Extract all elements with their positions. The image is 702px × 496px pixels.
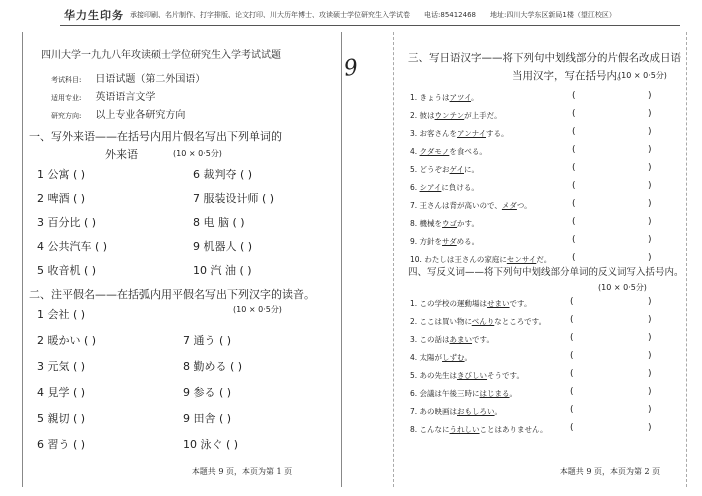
- question-item: 8. 機械をウゴかす。: [410, 219, 479, 228]
- answer-paren-close: ): [648, 387, 652, 397]
- question-item: 4. 太陽がしずむ。: [410, 353, 473, 362]
- section-1-heading-cont: 外来语: [105, 148, 138, 161]
- question-item: 4 見学 ( ): [37, 386, 86, 399]
- answer-paren-open: (: [572, 253, 576, 263]
- answer-paren-open: (: [572, 199, 576, 209]
- question-item: 7 通う ( ): [183, 334, 232, 347]
- question-item: 10 泳ぐ ( ): [183, 438, 239, 451]
- address-label: 地址:: [490, 11, 507, 19]
- answer-paren-close: ): [648, 163, 652, 173]
- section-2-marks: (10 × 0·5分): [233, 305, 282, 314]
- answer-paren-open: (: [570, 387, 574, 397]
- question-item: 5. あの先生はきびしいそうです。: [410, 371, 524, 380]
- answer-paren-open: (: [572, 127, 576, 137]
- meta-label: 适用专业:: [51, 94, 82, 102]
- answer-paren-close: ): [648, 145, 652, 155]
- answer-paren-open: (: [570, 369, 574, 379]
- question-item: 7 服装设计师 ( ): [193, 192, 275, 205]
- question-item: 6 裁判夺 ( ): [193, 168, 253, 181]
- answer-paren-open: (: [570, 405, 574, 415]
- answer-paren-close: ): [648, 235, 652, 245]
- exam-page-2: [393, 32, 687, 487]
- answer-paren-open: (: [572, 109, 576, 119]
- meta-value: 英语语言文学: [95, 92, 156, 103]
- answer-paren-close: ): [648, 423, 652, 433]
- answer-paren-close: ): [648, 127, 652, 137]
- section-1-heading: 一、写外来语——在括号内用片假名写出下列单词的: [29, 130, 282, 143]
- question-item: 9 田舎 ( ): [183, 412, 232, 425]
- question-item: 9 机器人 ( ): [193, 240, 253, 253]
- answer-paren-open: (: [570, 297, 574, 307]
- meta-major: [51, 88, 155, 103]
- answer-paren-close: ): [648, 91, 652, 101]
- answer-paren-open: (: [570, 423, 574, 433]
- page-footer: 本题共 9 页，本页为第 2 页: [559, 467, 661, 476]
- phone-number: 85412468: [440, 11, 476, 19]
- services-text: 承接印刷、名片制作、打字排版、论文打印、川大历年博士、攻读硕士学位研究生入学试卷: [130, 11, 410, 19]
- exam-title: 四川大学一九九八年攻读硕士学位研究生入学考试试题: [41, 50, 281, 61]
- answer-paren-close: ): [648, 181, 652, 191]
- question-item: 4 公共汽车 ( ): [37, 240, 108, 253]
- answer-paren-close: ): [648, 333, 652, 343]
- answer-paren-open: (: [572, 217, 576, 227]
- meta-label: 研究方向:: [51, 112, 82, 120]
- address-text: 四川大学东区新局1楼（望江校区）: [506, 11, 616, 19]
- question-item: 1. この学校の運動場はせまいです。: [410, 299, 532, 308]
- meta-value: 以上专业各研究方向: [95, 110, 186, 121]
- answer-paren-open: (: [572, 91, 576, 101]
- question-item: 1 公寓 ( ): [37, 168, 86, 181]
- question-item: 3 元気 ( ): [37, 360, 86, 373]
- handwritten-page-count: 9: [342, 55, 360, 82]
- answer-paren-close: ): [648, 199, 652, 209]
- question-item: 2. ここは買い物にべんりなところです。: [410, 317, 547, 326]
- answer-paren-close: ): [648, 369, 652, 379]
- answer-paren-close: ): [648, 109, 652, 119]
- question-item: 10 汽 油 ( ): [193, 264, 252, 277]
- section-1-marks: (10 × 0·5分): [173, 149, 222, 158]
- meta-direction: [51, 106, 185, 121]
- section-3-heading: 三、写日语汉字——将下列句中划线部分的片假名改成日语: [408, 52, 681, 64]
- question-item: 4. クダモノを食べる。: [410, 147, 487, 156]
- answer-paren-open: (: [570, 315, 574, 325]
- answer-paren-open: (: [572, 181, 576, 191]
- phone-label: 电话:: [424, 11, 441, 19]
- banner-divider: [60, 25, 680, 26]
- section-2-heading: 二、注平假名——在括弧内用平假名写出下列汉字的读音。: [29, 288, 315, 301]
- question-item: 8. こんなにうれしいことはありません。: [410, 425, 548, 434]
- question-item: 2 暖かい ( ): [37, 334, 97, 347]
- section-4-marks: (10 × 0·5分): [598, 283, 647, 292]
- meta-label: 考试科目:: [51, 76, 82, 84]
- answer-paren-close: ): [648, 405, 652, 415]
- question-item: 6 習う ( ): [37, 438, 86, 451]
- question-item: 1 会社 ( ): [37, 308, 86, 321]
- question-item: 8 电 脑 ( ): [193, 216, 245, 229]
- answer-paren-close: ): [648, 217, 652, 227]
- question-item: 6. シアイに負ける。: [410, 183, 479, 192]
- answer-paren-close: ): [648, 351, 652, 361]
- question-item: 9. 方針をサダめる。: [410, 237, 480, 246]
- question-item: 8 勤める ( ): [183, 360, 243, 373]
- question-item: 1. きょうはアツイ。: [410, 93, 479, 102]
- question-item: 2 啤酒 ( ): [37, 192, 86, 205]
- answer-paren-open: (: [570, 333, 574, 343]
- question-item: 7. 王さんは背が高いので、メダつ。: [410, 201, 532, 210]
- answer-paren-close: ): [648, 297, 652, 307]
- meta-value: 日语试题（第二外国语）: [95, 74, 206, 85]
- section-3-marks: (10 × 0·5分): [618, 71, 667, 80]
- answer-paren-open: (: [572, 235, 576, 245]
- answer-paren-open: (: [572, 145, 576, 155]
- answer-paren-close: ): [648, 253, 652, 263]
- page-footer: 本题共 9 页，本页为第 1 页: [191, 467, 293, 476]
- answer-paren-open: (: [570, 351, 574, 361]
- print-shop-banner: [0, 4, 702, 26]
- question-item: 2. 彼はウンテンが上手だ。: [410, 111, 502, 120]
- section-4-heading: 四、写反义词——将下列句中划线部分单词的反义词写入括号内。: [408, 267, 684, 278]
- question-item: 3. この話はあまいです。: [410, 335, 494, 344]
- question-item: 10. わたしは王さんの家庭にセンサイだ。: [410, 255, 552, 264]
- section-3-heading-cont: 当用汉字，写在括号内。: [512, 70, 628, 82]
- exam-page-1: [22, 32, 342, 487]
- question-item: 3 百分比 ( ): [37, 216, 97, 229]
- meta-subject: [51, 70, 205, 85]
- question-item: 3. お客さんをアンナイする。: [410, 129, 509, 138]
- question-item: 7. あの映画はおもしろい。: [410, 407, 503, 416]
- question-item: 5. どうぞおゲイに。: [410, 165, 480, 174]
- question-item: 5 收音机 ( ): [37, 264, 97, 277]
- question-item: 9 参る ( ): [183, 386, 232, 399]
- answer-paren-open: (: [572, 163, 576, 173]
- question-item: 5 親切 ( ): [37, 412, 86, 425]
- answer-paren-close: ): [648, 315, 652, 325]
- brand-name: 华力生印务: [64, 9, 124, 22]
- question-item: 6. 会議は午後三時にはじまる。: [410, 389, 518, 398]
